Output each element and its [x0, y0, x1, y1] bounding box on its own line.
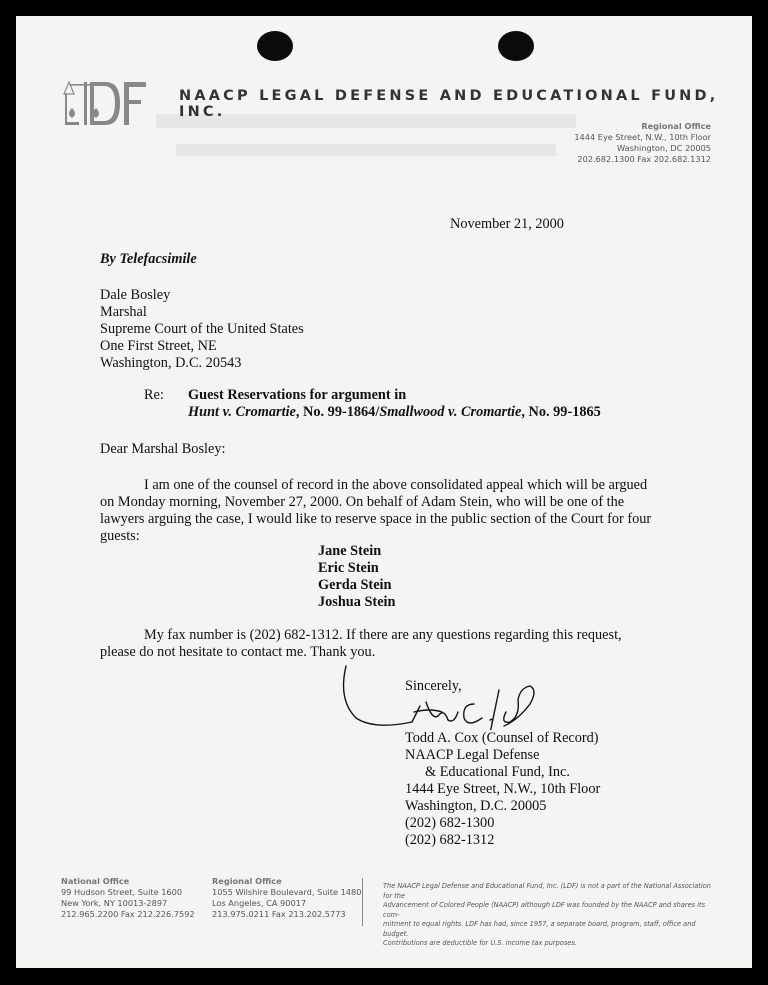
recipient-line: Washington, D.C. 20543 — [100, 355, 242, 371]
case-number: , No. 99-1864/ — [295, 404, 380, 420]
signer-line: (202) 682-1300 — [405, 815, 495, 831]
closing: Sincerely, — [405, 678, 462, 694]
office-address-line: 1444 Eye Street, N.W., 10th Floor — [574, 132, 711, 142]
disclaimer-line: Advancement of Colored People (NAACP) although LDF was founded by the NAACP and shares its com- — [383, 901, 706, 919]
handwritten-signature — [334, 660, 544, 730]
guest-name: Gerda Stein — [318, 577, 392, 593]
recipient-line: One First Street, NE — [100, 338, 217, 354]
letter-page — [16, 16, 752, 968]
ldf-logo — [62, 78, 148, 126]
punch-hole-right — [498, 31, 534, 61]
office-title: National Office — [61, 876, 130, 886]
footer-national-office — [61, 876, 195, 920]
case-name: Smallwood v. Cromartie — [379, 404, 522, 420]
re-subject-line: Guest Reservations for argument in — [188, 387, 407, 403]
punch-hole-left — [257, 31, 293, 61]
footer-regional-office — [212, 876, 361, 920]
paragraph-line: guests: — [100, 528, 140, 544]
paragraph-line: lawyers arguing the case, I would like to reserve space in the public section of the Court for four — [100, 511, 652, 527]
case-number: , No. 99-1865 — [521, 404, 601, 420]
letterhead-regional-office — [574, 121, 711, 165]
recipient-line: Dale Bosley — [100, 287, 171, 303]
disclaimer-line: Contributions are deductible for U.S. income tax purposes. — [383, 939, 577, 947]
office-phone-line: 212.965.2200 Fax 212.226.7592 — [61, 909, 195, 919]
re-case-line — [188, 404, 601, 421]
disclaimer-line: The NAACP Legal Defense and Educational Fund, Inc. (LDF) is not a part of the National Association for the — [383, 882, 711, 900]
signer-line: NAACP Legal Defense — [405, 747, 540, 763]
office-address-line: 1055 Wilshire Boulevard, Suite 1480 — [212, 887, 362, 897]
office-phone-line: 202.682.1300 Fax 202.682.1312 — [577, 154, 711, 164]
signer-line: (202) 682-1312 — [405, 832, 495, 848]
office-address-line: Los Angeles, CA 90017 — [212, 898, 307, 908]
signer-line: & Educational Fund, Inc. — [425, 764, 570, 780]
paragraph-line: please do not hesitate to contact me. Thank you. — [100, 644, 376, 660]
signer-block — [405, 730, 600, 849]
signer-line: Washington, D.C. 20005 — [405, 798, 547, 814]
office-title: Regional Office — [212, 876, 282, 886]
body-paragraph-1 — [100, 477, 660, 545]
guest-name: Eric Stein — [318, 560, 379, 576]
salutation: Dear Marshal Bosley: — [100, 441, 226, 457]
guest-name: Joshua Stein — [318, 594, 396, 610]
recipient-line: Marshal — [100, 304, 147, 320]
case-name: Hunt v. Cromartie — [188, 404, 296, 420]
guest-name: Jane Stein — [318, 543, 382, 559]
letter-footer — [61, 876, 721, 947]
office-address-line: 99 Hudson Street, Suite 1600 — [61, 887, 183, 897]
disclaimer-line: mitment to equal rights. LDF has had, since 1957, a separate board, program, staff, office and budget. — [383, 920, 696, 938]
signer-line: 1444 Eye Street, N.W., 10th Floor — [405, 781, 601, 797]
delivery-method: By Telefacsimile — [100, 251, 197, 267]
office-address-line: Washington, DC 20005 — [617, 143, 711, 153]
paragraph-line: I am one of the counsel of record in the above consolidated appeal which will be argued — [144, 477, 648, 493]
office-phone-line: 213.975.0211 Fax 213.202.5773 — [212, 909, 346, 919]
paragraph-line: on Monday morning, November 27, 2000. On behalf of Adam Stein, who will be one of the — [100, 494, 625, 510]
re-label: Re: — [144, 387, 164, 403]
footer-divider — [362, 878, 363, 926]
office-address-line: New York, NY 10013-2897 — [61, 898, 168, 908]
signer-line: Todd A. Cox (Counsel of Record) — [405, 730, 599, 746]
footer-disclaimer — [383, 882, 713, 949]
letter-date: November 21, 2000 — [450, 216, 564, 232]
guest-list — [318, 543, 395, 611]
office-title: Regional Office — [641, 121, 711, 131]
paragraph-line: My fax number is (202) 682-1312. If there are any questions regarding this request, — [144, 627, 622, 643]
recipient-address — [100, 287, 304, 372]
organization-name: NAACP LEGAL DEFENSE AND EDUCATIONAL FUND, INC. — [179, 88, 719, 120]
recipient-line: Supreme Court of the United States — [100, 321, 304, 337]
body-paragraph-2 — [100, 627, 660, 661]
